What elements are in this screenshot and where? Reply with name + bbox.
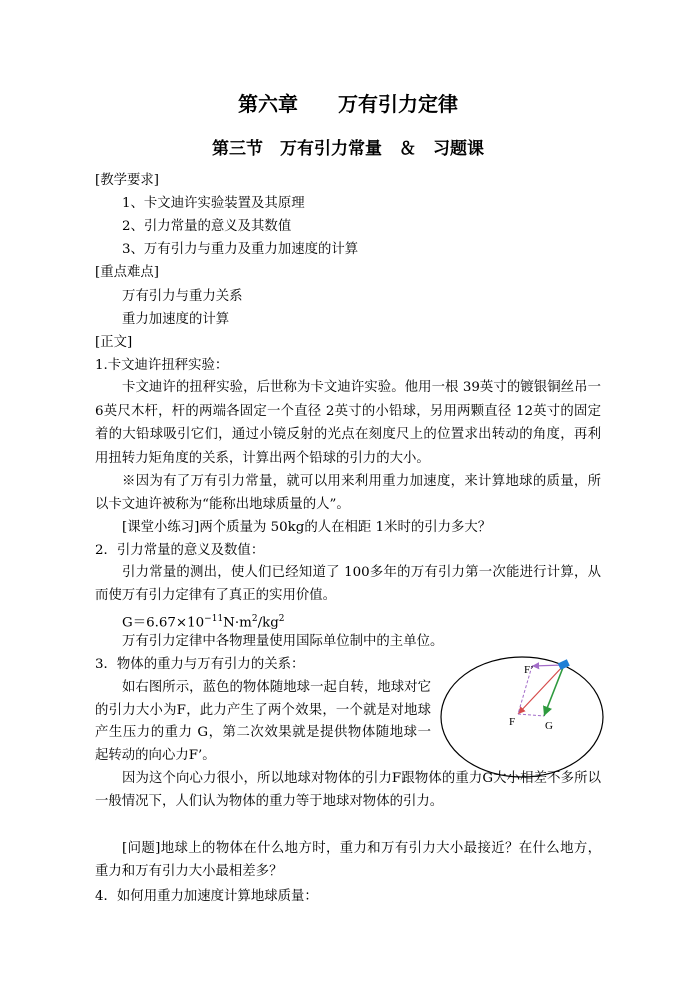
key-points-heading: [重点难点] (95, 265, 160, 280)
earth-outline (441, 657, 603, 777)
weight-g-arrow (544, 665, 564, 716)
section-1-paragraph: 卡文迪许的扭秤实验，后世称为卡文迪许实验。他用一根 39英寸的镀银铜丝吊一 6英尺木杆，杆的两端各固定一个直径 2英寸的小铅球，另用两颗直径 12英寸的固定着的大铅球吸引它们，通过小镜反射的光点在刻度尺上的位置求出转动的角度，再利用扭转力矩角度的关系，计算出两个铅球的引力的大小。 (95, 380, 601, 467)
key-point-item: 重力加速度的计算 (122, 312, 230, 327)
question-paragraph: [问题]地球上的物体在什么地方时，重力和万有引力大小最接近？在什么地方，重力和万有引力大小最相差多？ (95, 841, 601, 879)
section-3-paragraph: 如右图所示，蓝色的物体随地球一起自转，地球对它的引力大小为F，此力产生了两个效果，一个就是对地球产生压力的重力 G，第二次效果就是提供物体随地球一起转动的向心力F’。 (95, 680, 431, 763)
requirement-item: 3、万有引力与重力及重力加速度的计算 (122, 242, 359, 257)
section-title: 第三节 万有引力常量 ＆ 习题课 (212, 139, 484, 159)
body-heading: [正文] (95, 335, 133, 350)
chapter-title: 第六章 万有引力定律 (238, 92, 458, 116)
label-f: F (509, 716, 516, 728)
section-3-heading: 3．物体的重力与万有引力的关系： (95, 657, 305, 672)
requirements-heading: [教学要求] (95, 173, 160, 188)
practice-question: [课堂小练习]两个质量为 50kg的人在相距 1米时的引力多大？ (122, 520, 492, 535)
section-3-paragraph-2: 因为这个向心力很小，所以地球对物体的引力F跟物体的重力G大小相差不多所以一般情况下，人们认为物体的重力等于地球对物体的引力。 (95, 771, 601, 809)
key-point-item: 万有引力与重力关系 (122, 289, 243, 304)
section-2-note: 万有引力定律中各物理量使用国际单位制中的主单位。 (122, 634, 444, 649)
requirement-item: 1、卡文迪许实验装置及其原理 (122, 196, 305, 211)
section-2-paragraph: 引力常量的测出，使人们已经知道了 100多年的万有引力第一次能进行计算，从而使万有引力定律有了真正的实用价值。 (95, 565, 601, 603)
section-1-note: ※因为有了万有引力常量，就可以用来利用重力加速度，来计算地球的质量，所以卡文迪许被称为“能称出地球质量的人”。 (95, 474, 601, 512)
label-g: G (545, 720, 553, 732)
gravitational-constant-formula: $G=6.67\times 10^{-11}N\cdot m^2/kg^2$ (122, 614, 285, 631)
parallelogram-dashed-edge (518, 714, 544, 716)
section-4-heading: 4．如何用重力加速度计算地球质量： (95, 889, 318, 904)
rotating-object (558, 659, 570, 670)
label-f-prime: F’ (524, 664, 534, 676)
section-1-heading: 1.卡文迪许扭秤实验： (95, 358, 229, 373)
earth-gravity-diagram (438, 653, 608, 783)
section-2-heading: 2．引力常量的意义及数值： (95, 543, 265, 558)
requirement-item: 2、引力常量的意义及其数值 (122, 219, 292, 234)
